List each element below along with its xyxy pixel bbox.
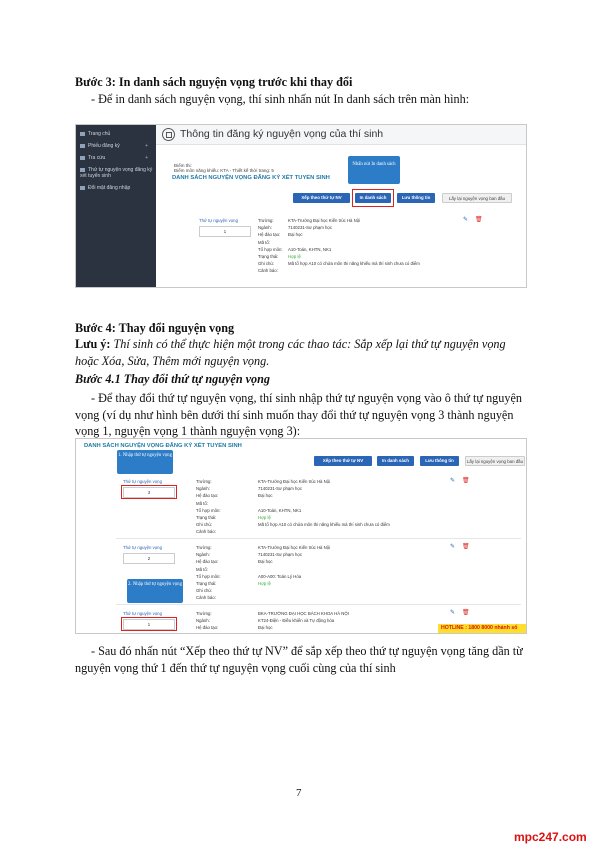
field-value: KTA-Trường Đại học Kiến trúc Hà Nội bbox=[288, 218, 361, 223]
screenshot-print-list bbox=[75, 124, 527, 288]
field-value: 7140231-Sư phạm học bbox=[288, 225, 332, 230]
field-label: Hệ đào tạo: bbox=[196, 493, 219, 498]
field-label: Ghi chú: bbox=[258, 261, 275, 266]
sort-button[interactable]: Xếp theo thứ tự NV bbox=[314, 456, 372, 466]
key-icon bbox=[80, 186, 85, 190]
field-label: Trường: bbox=[196, 611, 212, 616]
field-value: Đại học bbox=[258, 493, 273, 498]
status-value: Hợp lệ bbox=[258, 581, 271, 586]
callout-print: Nhấn nút In danh sách bbox=[348, 156, 400, 184]
field-label: Mã tổ: bbox=[258, 240, 270, 245]
order-label: Thứ tự nguyện vọng bbox=[123, 545, 162, 550]
field-value: Đại học bbox=[258, 625, 273, 630]
field-label: Tổ hợp môn: bbox=[196, 508, 221, 513]
order-input[interactable]: 1 bbox=[199, 226, 251, 237]
aptitude-score: Điểm môn năng khiếu: KTA - Thiết kế thời trang: 5 bbox=[174, 168, 274, 173]
hotline-banner: HOTLINE : 1800 8000 nhánh số bbox=[438, 624, 526, 633]
folder-icon bbox=[80, 144, 85, 148]
callout-step1: 1. Nhập thứ tự nguyện vọng bbox=[117, 450, 173, 474]
divider bbox=[116, 538, 521, 539]
field-value: 7140231-Sư phạm học bbox=[258, 552, 302, 557]
watermark: mpc247.com bbox=[514, 830, 587, 844]
field-value: BKA-TRƯỜNG ĐẠI HỌC BÁCH KHOA HÀ NỘI bbox=[258, 611, 349, 616]
step4-heading: Bước 4: Thay đổi nguyện vọng bbox=[75, 321, 235, 335]
step41-para: - Để thay đổi thứ tự nguyện vọng, thí sinh nhập thứ tự nguyện vọng vào ô thứ tự nguyện vọng (ví dụ như hình bên dưới thí sinh muốn thay đổi thứ tự nguyện vọng 3 thành nguyện vọng 1, nguyện vọng 1 thành nguyện vọng 3): bbox=[75, 391, 522, 438]
field-label: Mã tổ: bbox=[196, 567, 208, 572]
edit-icon[interactable]: ✎ bbox=[450, 544, 456, 550]
exam-score-label: Điểm thi: bbox=[174, 163, 192, 168]
order-input[interactable]: 2 bbox=[123, 553, 175, 564]
field-label: Hệ đào tạo: bbox=[196, 625, 219, 630]
order-highlight bbox=[121, 617, 177, 631]
list-icon bbox=[80, 168, 85, 172]
sidebar-item-lookup[interactable]: Tra cứu + bbox=[80, 155, 154, 161]
field-label: Cảnh báo: bbox=[196, 529, 216, 534]
field-value: KT24-Điện - Điều khiển và Tự động hóa bbox=[258, 618, 335, 623]
order-input[interactable]: 1 bbox=[123, 619, 175, 630]
field-label: Tổ hợp môn: bbox=[258, 247, 283, 252]
field-label: Tổ hợp môn: bbox=[196, 574, 221, 579]
delete-icon[interactable]: 🗑 bbox=[462, 478, 470, 484]
field-label: Mã tổ: bbox=[196, 501, 208, 506]
status-value: Hợp lệ bbox=[258, 515, 271, 520]
sidebar-item-home[interactable]: Trang chủ bbox=[80, 131, 154, 137]
field-value: A10-Toán, KHTN, NK1 bbox=[288, 247, 332, 252]
page-number: 7 bbox=[296, 787, 302, 799]
callout-step2: 2. Nhập thứ tự nguyện vọng bbox=[127, 579, 183, 603]
status-value: Hợp lệ bbox=[288, 254, 301, 259]
list-heading: DANH SÁCH NGUYỆN VỌNG ĐĂNG KÝ XÉT TUYỂN SINH bbox=[172, 175, 330, 181]
field-label: Ngành: bbox=[196, 552, 210, 557]
order-label: Thứ tự nguyện vọng bbox=[199, 218, 238, 223]
print-highlight bbox=[352, 189, 394, 207]
delete-icon[interactable]: 🗑 bbox=[462, 610, 470, 616]
list-heading: DANH SÁCH NGUYỆN VỌNG ĐĂNG KÝ XÉT TUYỂN SINH bbox=[84, 443, 242, 449]
order-label: Thứ tự nguyện vọng bbox=[123, 611, 162, 616]
print-button[interactable]: In danh sách bbox=[377, 456, 414, 466]
field-value: 7140231-Sư phạm học bbox=[258, 486, 302, 491]
field-label: Trường: bbox=[258, 218, 274, 223]
save-button[interactable]: Lưu thông tin bbox=[397, 193, 435, 203]
field-label: Ghi chú: bbox=[196, 522, 213, 527]
restore-button[interactable]: Lấy lại nguyện vọng ban đầu bbox=[442, 193, 512, 203]
field-label: Cảnh báo: bbox=[196, 595, 216, 600]
sidebar-item-password[interactable]: Đổi mật đăng nhập bbox=[80, 185, 154, 191]
edit-icon[interactable]: ✎ bbox=[463, 217, 469, 223]
field-value: Đại học bbox=[288, 232, 303, 237]
sidebar-item-order[interactable]: Thứ tự nguyện vọng đăng ký xét tuyển sinh bbox=[80, 167, 153, 179]
order-input[interactable]: 3 bbox=[123, 487, 175, 498]
field-label: Ghi chú: bbox=[196, 588, 213, 593]
field-value: A00-A00: Toán Lý Hóa bbox=[258, 574, 302, 579]
field-value: A10-Toán, KHTN, NK1 bbox=[258, 508, 302, 513]
info-icon bbox=[162, 128, 175, 141]
print-button[interactable]: In danh sách bbox=[355, 193, 391, 203]
field-label: Trạng thái: bbox=[196, 515, 217, 520]
field-label: Trạng thái: bbox=[258, 254, 279, 259]
step41-heading: Bước 4.1 Thay đổi thứ tự nguyện vọng bbox=[75, 372, 271, 386]
field-label: Cảnh báo: bbox=[258, 268, 278, 273]
field-label: Hệ đào tạo: bbox=[196, 559, 219, 564]
after-para: - Sau đó nhấn nút “Xếp theo thứ tự NV” để sắp xếp theo thứ tự nguyện vọng tăng dần từ nguyện vọng thứ 1 đến thứ tự nguyện vọng cuối cùng của thí sinh bbox=[75, 644, 523, 675]
save-button[interactable]: Lưu thông tin bbox=[420, 456, 459, 466]
divider bbox=[116, 604, 521, 605]
delete-icon[interactable]: 🗑 bbox=[462, 544, 470, 550]
restore-button[interactable]: Lấy lại nguyện vọng ban đầu bbox=[465, 456, 525, 466]
field-label: Ngành: bbox=[196, 618, 210, 623]
page-title: Thông tin đăng ký nguyện vọng của thí sinh bbox=[180, 128, 384, 140]
field-label: Ngành: bbox=[258, 225, 272, 230]
step3-heading: Bước 3: In danh sách nguyện vọng trước khi thay đổi bbox=[75, 75, 353, 89]
sidebar-item-form[interactable]: Phiếu đăng ký + bbox=[80, 143, 154, 149]
field-label: Trạng thái: bbox=[196, 581, 217, 586]
edit-icon[interactable]: ✎ bbox=[450, 610, 456, 616]
sidebar bbox=[76, 125, 156, 287]
step4-note: Lưu ý: Thí sinh có thể thực hiện một trong các thao tác: Sắp xếp lại thứ tự nguyện vọng hoặc Xóa, Sửa, Thêm mới nguyện vọng. bbox=[75, 337, 506, 368]
field-value: Mã tổ hợp A10 có chứa môn thi năng khiếu mà thí sinh chưa có điểm bbox=[288, 261, 420, 266]
edit-icon[interactable]: ✎ bbox=[450, 478, 456, 484]
sort-button[interactable]: Xếp theo thứ tự NV bbox=[293, 193, 350, 203]
field-value: KTA-Trường Đại học Kiến trúc Hà Nội bbox=[258, 479, 331, 484]
delete-icon[interactable]: 🗑 bbox=[475, 217, 483, 223]
field-label: Ngành: bbox=[196, 486, 210, 491]
folder-icon bbox=[80, 156, 85, 160]
field-value: KTA-Trường Đại học Kiến trúc Hà Nội bbox=[258, 545, 331, 550]
order-highlight bbox=[121, 485, 177, 499]
step3-bullet: - Để in danh sách nguyện vọng, thí sinh nhấn nút In danh sách trên màn hình: bbox=[91, 92, 470, 106]
order-label: Thứ tự nguyện vọng bbox=[123, 479, 162, 484]
home-icon bbox=[80, 132, 85, 136]
field-value: Đại học bbox=[258, 559, 273, 564]
field-label: Trường: bbox=[196, 545, 212, 550]
field-label: Trường: bbox=[196, 479, 212, 484]
field-label: Hệ đào tạo: bbox=[258, 232, 281, 237]
field-value: Mã tổ hợp A10 có chứa môn thi năng khiếu mà thí sinh chưa có điểm bbox=[258, 522, 390, 527]
